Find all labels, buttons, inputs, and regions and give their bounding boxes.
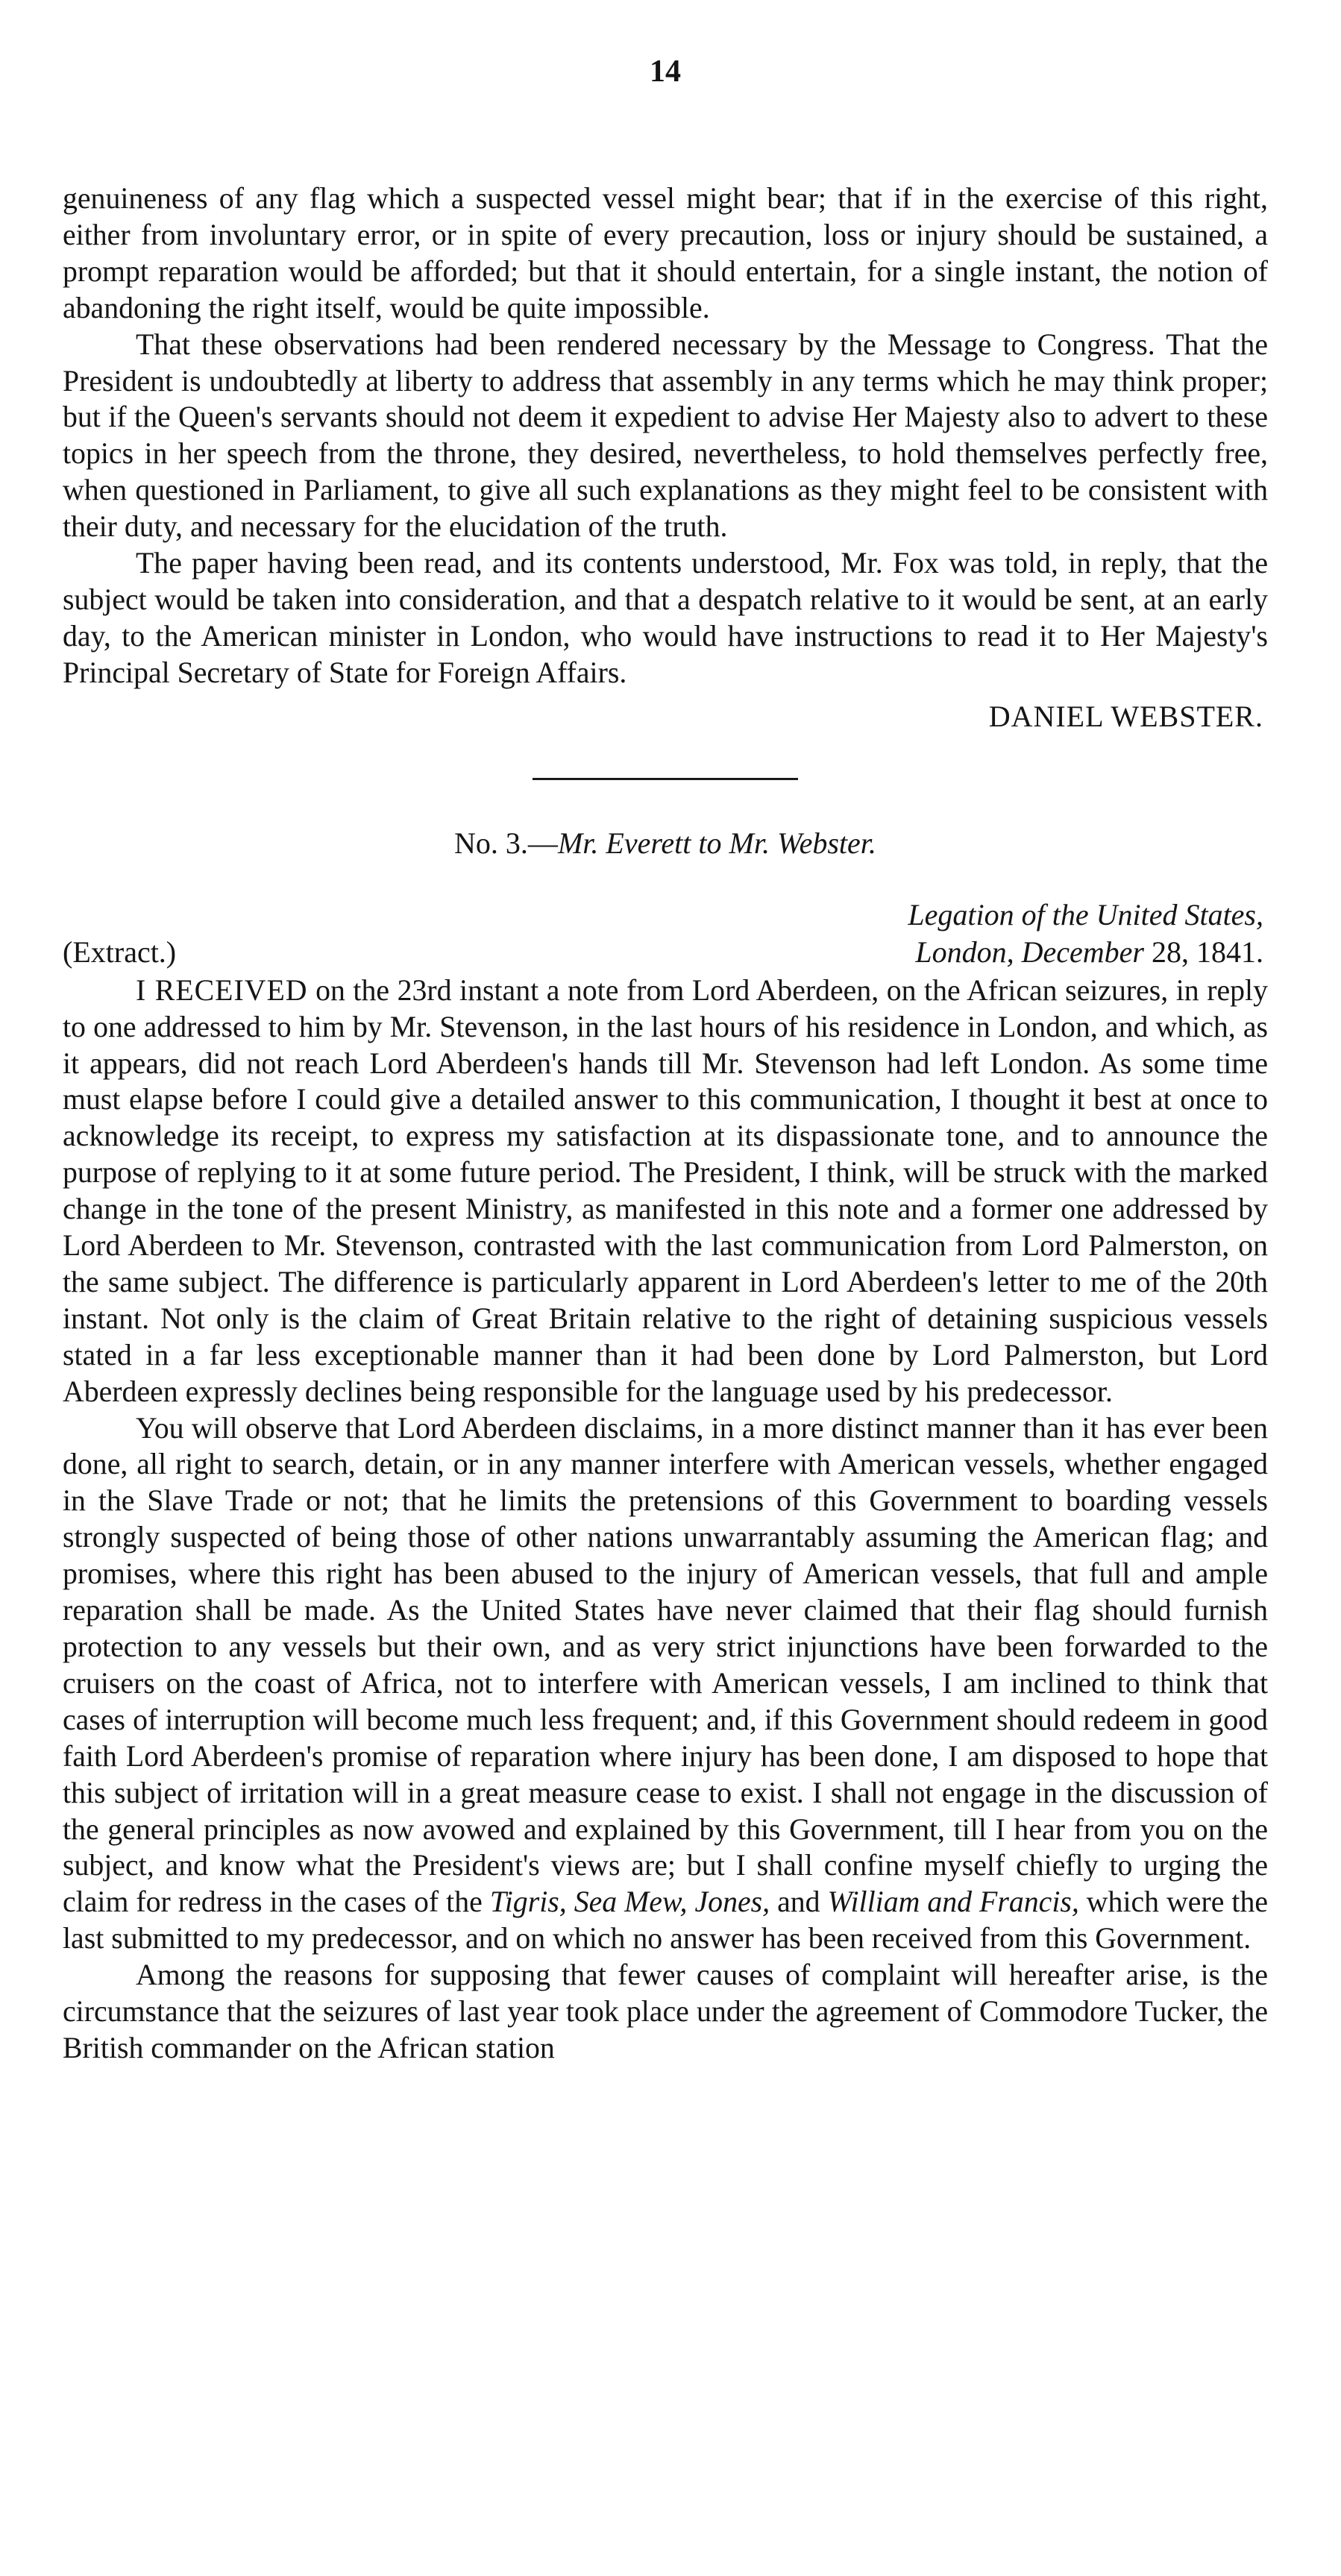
signature: DANIEL WEBSTER.: [988, 699, 1263, 733]
paragraph: The paper having been read, and its contents understood, Mr. Fox was told, in reply, that the subject would be taken into consideration, and that a despatch relative to it would be sent, at an early day, to the American minister in London, who would have instructions to read it to Her Majesty's Principal Secretary of State for Foreign Affairs.: [63, 547, 1268, 689]
letter-number: No. 3.—: [454, 826, 558, 860]
ship-name: Tigris,: [489, 1885, 567, 1919]
legation-date: 28, 1841.: [1152, 934, 1263, 969]
paragraph: Among the reasons for supposing that fewer causes of complaint will hereafter arise, is the circumstance that the seizures of last year took place under the agreement of Commodore Tucker, the British commander on the African station: [63, 1958, 1268, 2064]
legation-address: [908, 896, 1263, 971]
ship-name: Jones,: [694, 1885, 770, 1919]
extract-label: (Extract.): [63, 934, 177, 969]
conjunction: and: [777, 1885, 820, 1919]
letter-heading: [63, 823, 1268, 864]
paragraph-text: on the 23rd instant a note from Lord Aberdeen, on the African seizures, in reply to one addressed to him by Mr. Stevenson, in the last hours of his residence in London, and which, as it appears, did not reach Lord Aberdeen's hands till Mr. Stevenson had left London. As some time must elapse before I could give a detailed answer to this communication, I thought it best at once to acknowledge its receipt, to express my satisfaction at its dispassionate tone, and to announce the purpose of replying to it at some future period. The President, I think, will be struck with the marked change in the tone of the present Ministry, as manifested in this note and a former one addressed by Lord Aberdeen to Mr. Stevenson, contrasted with the last communication from Lord Palmerston, on the same subject. The difference is particularly apparent in Lord Aberdeen's letter to me of the 20th instant. Not only is the claim of Great Britain relative to the right of detaining suspicious vessels stated in a far less exceptionable manner than it had been done by Lord Palmerston, but Lord Aberdeen expressly declines being responsible for the language used by his predecessor.: [63, 973, 1268, 1408]
paragraph: genuineness of any flag which a suspected vessel might bear; that if in the exercise of this right, either from involuntary error, or in spite of every precaution, loss or injury should be sustained, a prompt reparation would be afforded; but that it should entertain, for a single instant, the notion of abandoning the right itself, would be quite impossible.: [63, 182, 1268, 324]
section-divider: [533, 778, 798, 780]
paragraph-text: You will observe that Lord Aberdeen disclaims, in a more distinct manner than it has ever been done, all right to search, detain, or in any manner interfere with American vessels, whether engaged in the Slave Trade or not; that he limits the pretensions of this Government to boarding vessels strongly suspected of being those of other nations unwarrantably assuming the American flag; and promises, where this right has been abused to the injury of American vessels, that full and ample reparation shall be made. As the United States have never claimed that their flag should furnish protection to any vessels but their own, and as very strict injunctions have been forwarded to the cruisers on the coast of Africa, not to interfere with American vessels, I am inclined to think that cases of interruption will become much less frequent; and, if this Government should redeem in good faith Lord Aberdeen's promise of reparation where injury has been done, I am disposed to hope that this subject of irritation will in a great measure cease to exist. I shall not engage in the discussion of the general principles as now avowed and explained by this Government, till I hear from you on the subject, and know what the President's views are; but I shall confine myself chiefly to urging the claim for redress in the cases of the: [63, 1411, 1268, 1919]
ship-name: Sea Mew,: [574, 1885, 688, 1919]
paragraph: [63, 1410, 1268, 1958]
legation-name: Legation of the United States,: [908, 897, 1263, 932]
paragraph: That these observations had been rendered necessary by the Message to Congress. That the President is undoubtedly at liberty to address that assembly in any terms which he may think proper; but if the Queen's servants should not deem it expedient to advise Her Majesty also to advert to these topics in her speech from the throne, they desired, nevertheless, to hold themselves perfectly free, when questioned in Parliament, to give all such explanations as they might feel to be consistent with their duty, and necessary for the elucidation of the truth.: [63, 327, 1268, 544]
paragraph: [63, 973, 1268, 1410]
document-page: [63, 49, 1268, 2067]
paragraph-text: which were the last submitted to my predecessor, and on which no answer has been received from this Government.: [63, 1885, 1269, 1955]
letter-title: Mr. Everett to Mr. Webster.: [557, 826, 876, 860]
dateline: [63, 896, 1268, 971]
paragraph-lead: I RECEIVED: [136, 973, 308, 1007]
ship-name: William and Francis,: [827, 1885, 1079, 1919]
legation-date-line: [908, 934, 1263, 971]
legation-place: London, December: [915, 934, 1144, 969]
page-number: 14: [650, 54, 681, 89]
